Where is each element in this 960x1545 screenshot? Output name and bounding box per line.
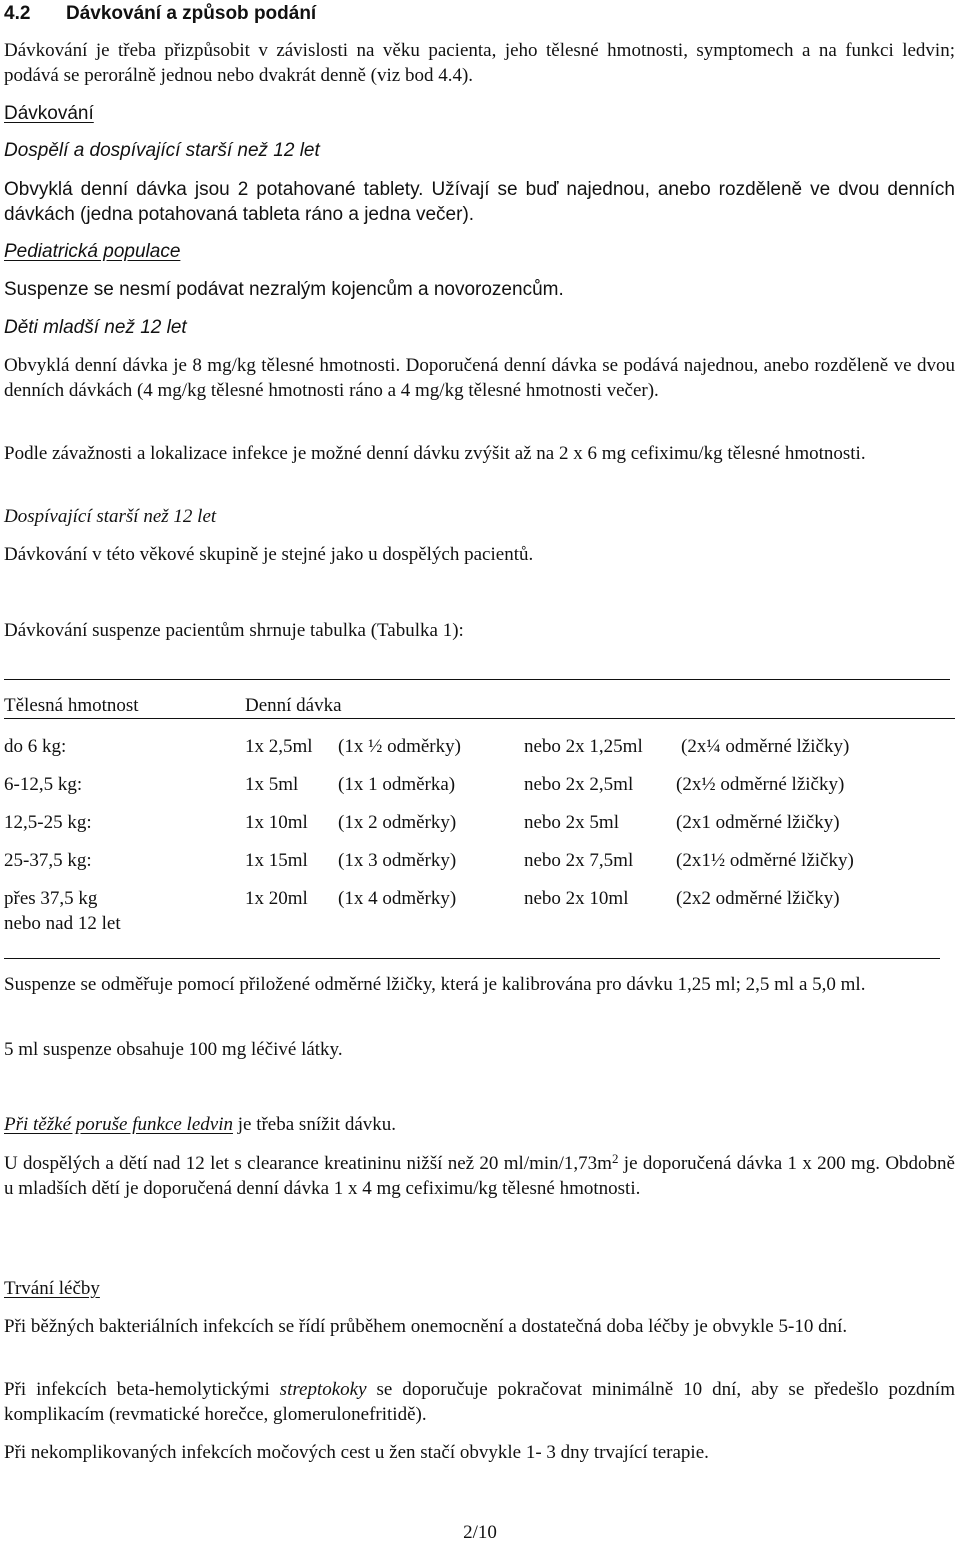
table-cell-split-dose: nebo 2x 5ml xyxy=(524,812,619,833)
table-cell-split-measure: (2x½ odměrné lžičky) xyxy=(676,774,845,795)
table-cell-split-measure: (2x1½ odměrné lžičky) xyxy=(676,850,854,871)
adults-paragraph: Obvyklá denní dávka jsou 2 potahované tablety. Užívají se buď najednou, anebo rozděleně ve dvou denních dávkách (jedna potahovaná tableta ráno a jedna večer). xyxy=(4,179,955,225)
renal-text: je třeba snížit dávku. xyxy=(232,1114,397,1135)
table-cell-single-measure: (1x 2 odměrky) xyxy=(338,812,457,833)
children-heading: Děti mladší než 12 let xyxy=(4,317,187,338)
table-cell-single-dose: 1x 20ml xyxy=(245,888,308,909)
strep-paragraph xyxy=(4,1377,955,1427)
measure-paragraph: Suspenze se odměřuje pomocí přiložené odměrné lžičky, která je kalibrována pro dávku 1,25 ml; 2,5 ml a 5,0 ml. xyxy=(4,974,866,995)
table-cell-weight: do 6 kg: xyxy=(4,736,67,757)
table-cell-single-dose: 1x 10ml xyxy=(245,812,308,833)
pediatric-heading: Pediatrická populace xyxy=(4,241,181,262)
table-bottom-rule xyxy=(4,958,940,959)
table-cell-weight: 6-12,5 kg: xyxy=(4,774,83,795)
section-number: 4.2 xyxy=(4,3,31,24)
renal-heading: Při těžké poruše funkce ledvin xyxy=(4,1114,233,1135)
page-number: 2/10 xyxy=(463,1522,497,1543)
table-cell-single-measure: (1x 1 odměrka) xyxy=(338,774,456,795)
section-heading xyxy=(4,1,316,26)
table-cell-weight: přes 37,5 kg xyxy=(4,888,98,909)
clearance-superscript: 2 xyxy=(611,1151,619,1166)
table-cell-single-dose: 1x 15ml xyxy=(245,850,308,871)
table-cell-single-measure: (1x 3 odměrky) xyxy=(338,850,457,871)
section-title: Dávkování a způsob podání xyxy=(66,3,317,24)
table-top-rule xyxy=(4,679,950,680)
table-cell-single-dose: 1x 2,5ml xyxy=(245,736,313,757)
table-header-weight: Tělesná hmotnost xyxy=(4,695,139,716)
children-paragraph: Obvyklá denní dávka je 8 mg/kg tělesné hmotnosti. Doporučená denní dávka se podává najednou, anebo rozděleně ve dvou denních dávkách (4 mg/kg tělesné hmotnosti ráno a 4 mg/kg tělesné hmotnosti večer). xyxy=(4,355,955,401)
table-intro: Dávkování suspenze pacientům shrnuje tabulka (Tabulka 1): xyxy=(4,620,464,641)
duration-heading: Trvání léčby xyxy=(4,1278,100,1299)
table-cell-weight: 12,5-25 kg: xyxy=(4,812,92,833)
renal-paragraph xyxy=(4,1112,396,1137)
clearance-text-start: U dospělých a dětí nad 12 let s clearance kreatininu nižší než 20 ml/min/1,73m xyxy=(4,1153,612,1174)
pediatric-paragraph: Suspenze se nesmí podávat nezralým kojencům a novorozencům. xyxy=(4,279,564,300)
table-header-dose: Denní dávka xyxy=(245,695,342,716)
uti-paragraph: Při nekomplikovaných infekcích močových cest u žen stačí obvykle 1- 3 dny trvající terapie. xyxy=(4,1442,709,1463)
strep-text-start: Při infekcích beta-hemolytickými xyxy=(4,1379,280,1400)
strep-text-end: se doporučuje pokračovat minimálně 10 dní, aby se předešlo pozdním komplikacím (revmatické horečce, glomerulonefritidě). xyxy=(4,1379,955,1425)
content-paragraph: 5 ml suspenze obsahuje 100 mg léčivé látky. xyxy=(4,1039,343,1060)
table-cell-split-dose: nebo 2x 1,25ml xyxy=(524,736,643,757)
table-cell-weight-extra: nebo nad 12 let xyxy=(4,913,121,934)
teens-heading: Dospívající starší než 12 let xyxy=(4,506,217,527)
table-cell-split-dose: nebo 2x 7,5ml xyxy=(524,850,634,871)
duration-paragraph: Při běžných bakteriálních infekcích se řídí průběhem onemocnění a dostatečná doba léčby je obvykle 5-10 dní. xyxy=(4,1316,848,1337)
teens-paragraph: Dávkování v této věkové skupině je stejné jako u dospělých pacientů. xyxy=(4,544,534,565)
severity-paragraph: Podle závažnosti a lokalizace infekce je možné denní dávku zvýšit až na 2 x 6 mg cefiximu/kg tělesné hmotnosti. xyxy=(4,443,866,464)
table-cell-split-dose: nebo 2x 2,5ml xyxy=(524,774,634,795)
intro-paragraph: Dávkování je třeba přizpůsobit v závislosti na věku pacienta, jeho tělesné hmotnosti, symptomech a na funkci ledvin; podává se perorálně jednou nebo dvakrát denně (viz bod 4.4). xyxy=(4,40,955,86)
strep-italic: streptokoky xyxy=(279,1379,367,1400)
dosage-heading: Dávkování xyxy=(4,103,94,124)
table-cell-single-measure: (1x 4 odměrky) xyxy=(338,888,457,909)
table-cell-split-dose: nebo 2x 10ml xyxy=(524,888,629,909)
clearance-paragraph xyxy=(4,1151,955,1201)
table-header-rule xyxy=(4,718,955,719)
table-cell-weight: 25-37,5 kg: xyxy=(4,850,92,871)
table-cell-split-measure: (2x2 odměrné lžičky) xyxy=(676,888,840,909)
table-cell-split-measure: (2x¼ odměrné lžičky) xyxy=(681,736,850,757)
adults-heading: Dospělí a dospívající starší než 12 let xyxy=(4,140,320,161)
table-cell-split-measure: (2x1 odměrné lžičky) xyxy=(676,812,840,833)
table-cell-single-dose: 1x 5ml xyxy=(245,774,299,795)
clearance-text-end: je doporučená dávka 1 x 200 mg. Obdobně u mladších dětí je doporučená denní dávka 1 x 4 mg cefiximu/kg tělesné hmotnosti. xyxy=(4,1153,955,1199)
table-cell-single-measure: (1x ½ odměrky) xyxy=(338,736,461,757)
